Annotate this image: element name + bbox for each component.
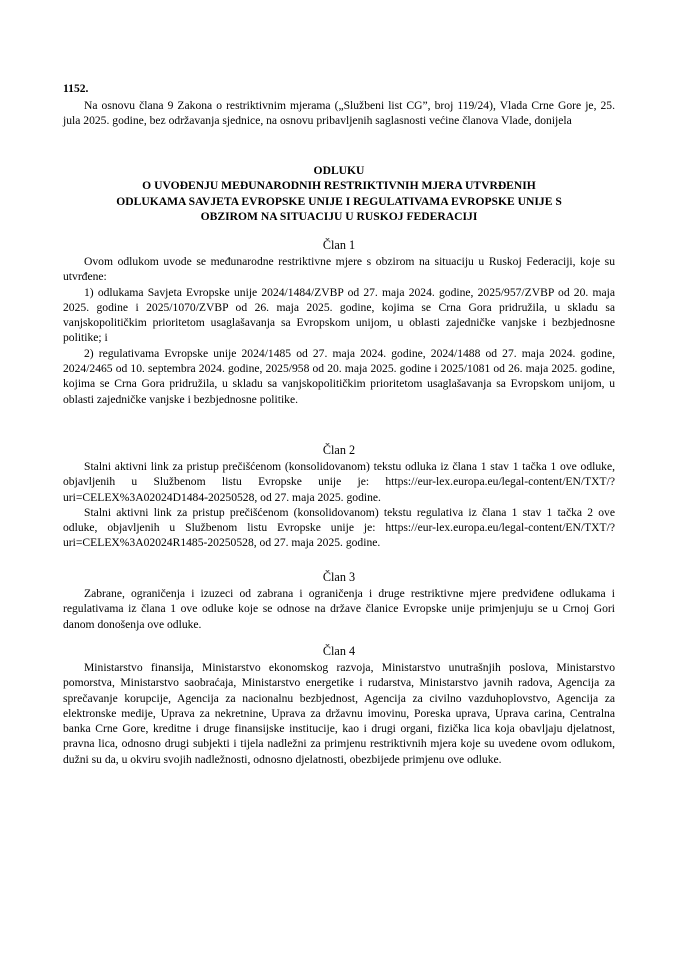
title-line: ODLUKU (313, 164, 365, 177)
article-paragraph: Ministarstvo finansija, Ministarstvo ekonomskog razvoja, Ministarstvo unutrašnjih poslova, Ministarstvo pomorstva, Ministarstvo saobraćaja, Ministarstvo energetike i rudarstva, Ministarstvo javnih radova, Agencija za sprečavanje korupcije, Agencija za nacionalnu bezbjednost, Agencija za civilno vazduhoplovstvo, Agencija za elektronske medije, Uprava za nekretnine, Uprava za državnu imovinu, Poreska uprava, Uprava carina, Centralna banka Crne Gore, kreditne i druge finansijske institucije, kao i drugi organi, fizička lica koja obavljaju djelatnost, pravna lica, odnosno drugi subjekti i tijela nadležni za primjenu restriktivnih mjera koje su uvedene ovom odlukom, dužni su da, u okviru svojih nadležnosti, odnosno djelatnosti, obezbijede primjenu ove odluke. (63, 661, 615, 766)
document-title (63, 163, 615, 224)
article-1-heading: Član 1 (322, 238, 356, 252)
article-paragraph: Zabrane, ograničenja i izuzeci od zabrana i ograničenja i druge restriktivne mjere predviđene odlukama i regulativama iz člana 1 ove odluke koje se odnose na države članice Evropske unije primjenjuju se u Crnoj Gori danom donošenja ove odluke. (63, 587, 615, 631)
preamble-text: Na osnovu člana 9 Zakona o restriktivnim mjerama („Službeni list CG”, broj 119/24), Vlada Crne Gore je, 25. jula 2025. godine, bez održavanja sjednice, na osnovu pribavljenih saglasnosti većine članova Vlade, donijela (63, 99, 615, 128)
article-3-body (63, 586, 615, 632)
article-1-body (63, 254, 615, 407)
article-3-heading: Član 3 (322, 570, 356, 584)
title-line: ODLUKAMA SAVJETA EVROPSKE UNIJE I REGULATIVAMA EVROPSKE UNIJE S (116, 194, 562, 208)
article-paragraph: Stalni aktivni link za pristup prečišćenom (konsolidovanom) tekstu odluka iz člana 1 stav 1 tačka 1 ove odluke, objavljenih u Službenom listu Evropske unije je: https://eur-lex.europa.eu/legal-content/EN/TXT/?uri=CELEX%3A02024D1484-20250528, od 27. maja 2025. godine. (63, 460, 615, 504)
article-paragraph: Stalni aktivni link za pristup prečišćenom (konsolidovanom) tekstu regulativa iz člana 1 stav 1 tačka 2 ove odluke, objavljenih u Službenom listu Evropske unije je: https://eur-lex.europa.eu/legal-content/EN/TXT/?uri=CELEX%3A02024R1485-20250528, od 27. maja 2025. godine. (63, 505, 615, 550)
article-2-heading: Član 2 (322, 443, 356, 457)
article-paragraph: Ovom odlukom uvode se međunarodne restriktivne mjere s obzirom na situaciju u Ruskoj Federaciji, koje su utvrđene: (63, 255, 615, 284)
preamble (63, 98, 615, 129)
title-line: OBZIROM NA SITUACIJU U RUSKOJ FEDERACIJI (200, 209, 478, 223)
article-paragraph: 1) odlukama Savjeta Evropske unije 2024/1484/ZVBP od 27. maja 2024. godine, 2025/957/ZVBP od 20. maja 2025. godine i 2025/1070/ZVBP od 26. maja 2025. godine, kojima se Crna Gora pridružila, u skladu sa vanjskopolitičkim prioritetom usaglašavanja sa Evropskom unijom, u oblasti zajedničke vanjske i bezbjednosne politike; i (63, 285, 615, 345)
article-4-body (63, 660, 615, 767)
article-2-body (63, 459, 615, 551)
article-4-heading: Član 4 (322, 644, 356, 658)
title-line: O UVOĐENJU MEĐUNARODNIH RESTRIKTIVNIH MJERA UTVRĐENIH (142, 179, 536, 193)
document-number: 1152. (63, 82, 89, 95)
article-paragraph: 2) regulativama Evropske unije 2024/1485 od 27. maja 2024. godine, 2024/1488 od 27. maja 2024. godine, 2024/2465 od 10. septembra 2024. godine, 2025/958 od 20. maja 2025. godine i 2025/1081 od 26. maja 2025. godine, kojima se Crna Gora pridružila, u skladu sa vanjskopolitičkim prioritetom usaglašavanja sa Evropskom unijom, u oblasti zajedničke vanjske i bezbjednosne politike. (63, 346, 615, 406)
